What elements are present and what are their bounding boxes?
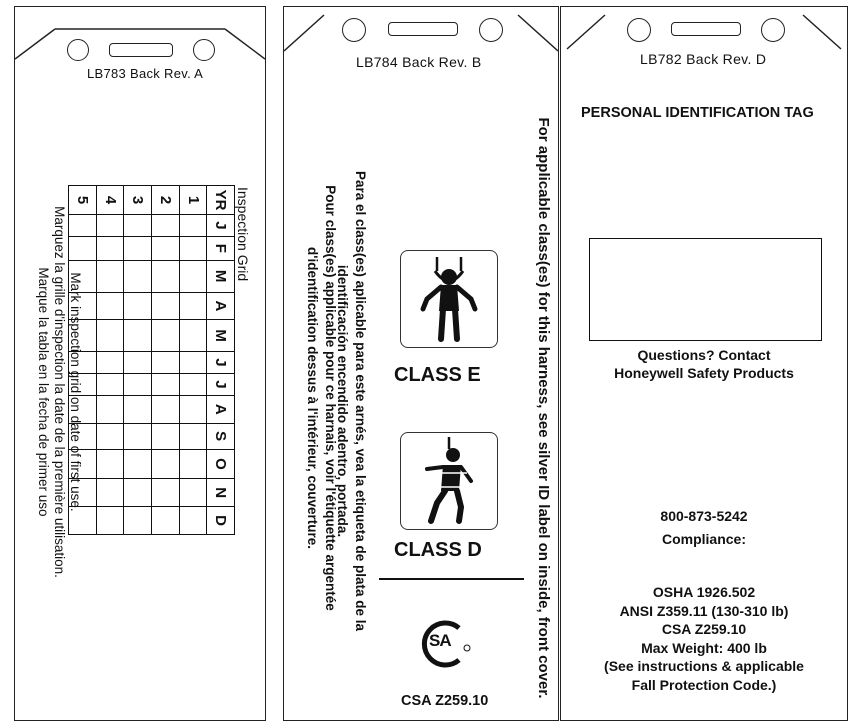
grid-cell[interactable]: [96, 479, 124, 507]
grid-cell[interactable]: [96, 373, 124, 395]
grid-year-row: [124, 186, 152, 535]
month-cell: M: [207, 260, 235, 292]
grid-cell[interactable]: [152, 423, 180, 449]
divider: [379, 578, 524, 580]
compliance-line: ANSI Z359.11 (130-310 lb): [619, 602, 789, 619]
grid-cell[interactable]: [179, 320, 207, 352]
grid-cell[interactable]: [179, 236, 207, 260]
tag-corner-outline: [15, 7, 265, 67]
grid-cell[interactable]: [124, 507, 152, 535]
month-cell: N: [207, 479, 235, 507]
grid-cell[interactable]: [96, 395, 124, 423]
month-cell: M: [207, 320, 235, 352]
class-d-icon: [400, 432, 498, 530]
grid-cell[interactable]: [179, 260, 207, 292]
month-cell: F: [207, 236, 235, 260]
grid-year-row: [96, 186, 124, 535]
grid-year-row: [152, 186, 180, 535]
year-cell: 3: [124, 186, 152, 215]
grid-cell[interactable]: [179, 352, 207, 374]
instruction-line-spanish: Marque la tabla en la fecha de primer uso: [36, 267, 51, 517]
grid-cell[interactable]: [124, 292, 152, 320]
grid-cell[interactable]: [96, 236, 124, 260]
grid-cell[interactable]: [96, 352, 124, 374]
spanish-note-line: identificación encendido adentro, portada.: [335, 264, 350, 538]
compliance-line: CSA Z259.10: [661, 621, 747, 638]
grid-cell[interactable]: [96, 449, 124, 479]
strap-slot-icon: [388, 22, 458, 36]
grid-cell[interactable]: [124, 395, 152, 423]
grid-header-cell: YR: [207, 186, 235, 215]
tag-lb784: [283, 6, 559, 721]
csa-logo-icon: [417, 618, 465, 666]
grid-cell[interactable]: [152, 449, 180, 479]
grid-cell[interactable]: [96, 292, 124, 320]
grid-cell[interactable]: [124, 260, 152, 292]
inspection-grid: [68, 185, 235, 535]
grid-cell[interactable]: [96, 320, 124, 352]
contact-line-1: Questions? Contact: [637, 347, 771, 363]
grid-cell[interactable]: [124, 236, 152, 260]
csa-logo-letters: SA: [429, 631, 451, 650]
tag-code: LB783 Back Rev. A: [87, 66, 204, 81]
grid-cell[interactable]: [124, 423, 152, 449]
grid-cell[interactable]: [179, 479, 207, 507]
compliance-line: (See instructions & applicable: [604, 658, 804, 675]
grid-cell[interactable]: [124, 215, 152, 237]
class-e-label: CLASS E: [394, 364, 481, 386]
grid-cell[interactable]: [96, 215, 124, 237]
grid-cell[interactable]: [179, 507, 207, 535]
french-note-line: d'identification dessus à l'intérieur, couverture.: [305, 247, 320, 549]
year-cell: 2: [152, 186, 180, 215]
french-note: [299, 138, 339, 658]
grid-cell[interactable]: [152, 479, 180, 507]
grid-cell[interactable]: [152, 507, 180, 535]
inspection-instructions: [33, 182, 83, 602]
year-cell: 4: [96, 186, 124, 215]
grid-cell[interactable]: [152, 395, 180, 423]
grid-cell[interactable]: [124, 352, 152, 374]
grid-cell[interactable]: [152, 236, 180, 260]
grid-cell[interactable]: [179, 373, 207, 395]
tag-title: PERSONAL IDENTIFICATION TAG: [581, 105, 814, 121]
spanish-note-line: Para el class(es) aplicable para este arnés, vea la etiqueta de plata de la: [353, 171, 368, 631]
id-writing-box[interactable]: [589, 238, 822, 341]
grid-cell[interactable]: [179, 215, 207, 237]
grid-cell[interactable]: [152, 215, 180, 237]
french-note-line: Pour class(es) applicable pour ce harnais, voir l'étiquette argentée: [323, 185, 338, 611]
grid-cell[interactable]: [124, 373, 152, 395]
month-cell: J: [207, 373, 235, 395]
class-d-label: CLASS D: [394, 539, 482, 561]
grid-cell[interactable]: [152, 260, 180, 292]
contact-line-2: Honeywell Safety Products: [614, 365, 794, 381]
english-note: For applicable class(es) for this harness, see silver ID label on inside, front cover.: [535, 117, 552, 699]
strap-slot-icon: [109, 43, 173, 57]
grid-header-row: [207, 186, 235, 535]
punch-hole-left-icon: [342, 18, 366, 42]
grid-cell[interactable]: [152, 292, 180, 320]
class-e-icon: [400, 250, 498, 348]
grid-cell[interactable]: [179, 292, 207, 320]
grid-cell[interactable]: [179, 423, 207, 449]
punch-hole-right-icon: [761, 18, 785, 42]
compliance-heading: Compliance:: [661, 531, 746, 547]
month-cell: J: [207, 352, 235, 374]
tag-lb782: [560, 6, 848, 721]
grid-cell[interactable]: [179, 395, 207, 423]
month-cell: J: [207, 215, 235, 237]
instruction-line-french: Marquez la grille d'inspection la date de la première utilisation.: [52, 206, 67, 578]
compliance-line: Fall Protection Code.): [631, 676, 777, 693]
grid-cell[interactable]: [152, 320, 180, 352]
month-cell: O: [207, 449, 235, 479]
tag-code: LB784 Back Rev. B: [356, 54, 482, 70]
grid-cell[interactable]: [179, 449, 207, 479]
month-cell: A: [207, 292, 235, 320]
grid-cell[interactable]: [96, 507, 124, 535]
year-cell: 5: [69, 186, 97, 215]
month-cell: D: [207, 507, 235, 535]
grid-cell[interactable]: [124, 320, 152, 352]
punch-hole-right-icon: [193, 39, 215, 61]
tag-code: LB782 Back Rev. D: [640, 51, 767, 67]
grid-cell[interactable]: [124, 479, 152, 507]
compliance-line: Max Weight: 400 lb: [641, 639, 767, 656]
compliance-list: [561, 583, 847, 695]
inspection-grid-block: [57, 185, 251, 535]
grid-cell[interactable]: [152, 352, 180, 374]
strap-slot-icon: [671, 22, 741, 36]
compliance-line: OSHA 1926.502: [652, 584, 756, 600]
tag-lb783: [14, 6, 266, 721]
instruction-line-english: Mark inspection grid on date of first use.: [68, 272, 83, 512]
year-cell: 1: [179, 186, 207, 215]
csa-standard: CSA Z259.10: [401, 693, 489, 709]
inspection-grid-title: Inspection Grid: [235, 187, 251, 282]
month-cell: S: [207, 423, 235, 449]
grid-cell[interactable]: [124, 449, 152, 479]
grid-cell[interactable]: [152, 373, 180, 395]
punch-hole-left-icon: [627, 18, 651, 42]
punch-hole-right-icon: [479, 18, 503, 42]
phone-number: 800-873-5242: [660, 508, 748, 524]
month-cell: A: [207, 395, 235, 423]
punch-hole-left-icon: [67, 39, 89, 61]
grid-year-row: [179, 186, 207, 535]
grid-cell[interactable]: [96, 423, 124, 449]
grid-cell[interactable]: [96, 260, 124, 292]
